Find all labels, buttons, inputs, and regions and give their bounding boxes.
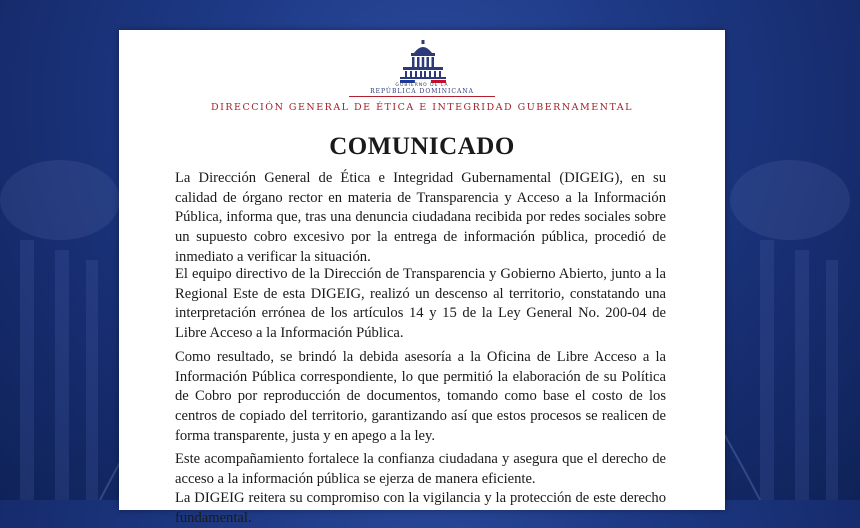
government-dome-emblem-icon xyxy=(399,40,447,84)
paragraph-5: La DIGEIG reitera su compromiso con la vigilancia y la protección de este derecho fundamental. xyxy=(175,490,666,526)
press-release-document xyxy=(119,30,725,526)
document-title: COMUNICADO xyxy=(329,133,515,160)
government-label-line2: REPÚBLICA DOMINICANA xyxy=(370,88,474,95)
government-label-line1: GOBIERNO DE LA xyxy=(395,83,449,88)
paragraph-1: La Dirección General de Ética e Integridad Gubernamental (DIGEIG), en su calidad de órgano rector en materia de Transparencia y Acceso a la Información Pública, informa que, tras una denuncia ciudadana recibida por redes sociales sobre un supuesto cobro excesivo por la entrega de información pública, procedió de inmediato a verificar la situación. xyxy=(175,170,666,265)
paragraph-2: El equipo directivo de la Dirección de Transparencia y Gobierno Abierto, junto a la Regional Este de esta DIGEIG, realizó un descenso al territorio, constatando una interpretación errónea de los artículos 14 y 15 de la Ley General No. 200-04 de Libre Acceso a la Información Pública. xyxy=(175,266,666,342)
paragraph-3: Como resultado, se brindó la debida asesoría a la Oficina de Libre Acceso a la Información Pública correspondiente, lo que permitió la elaboración de su Política de Cobro por reproducción de documentos, tomando como base el costo de los centros de copiado del territorio, garantizando así que estos procesos se realicen de forma transparente, justa y en apego a la ley. xyxy=(175,349,666,444)
header-divider xyxy=(349,96,495,97)
department-name: DIRECCIÓN GENERAL DE ÉTICA E INTEGRIDAD GUBERNAMENTAL xyxy=(211,102,633,113)
paragraph-4: Este acompañamiento fortalece la confianza ciudadana y asegura que el derecho de acceso a la información pública se ejerza de manera eficiente. xyxy=(175,451,666,487)
